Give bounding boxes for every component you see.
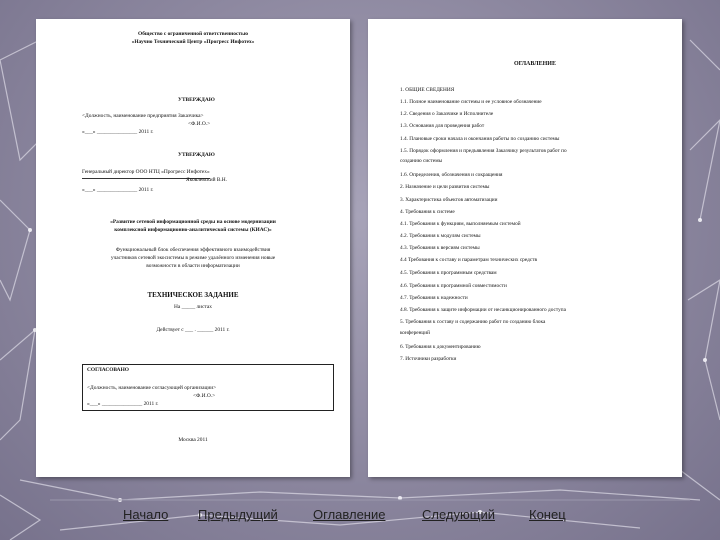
city-year: Москва 2011 [178,437,208,443]
toc-item: 1.4. Плановые сроки начала и окончания работы по созданию системы [400,136,560,142]
toc-item: 2. Назначение и цели развития системы [400,184,490,190]
toc-item: 4.6. Требования к программной совместимости [400,283,507,289]
subsystem-line1: Функциональный блок обеспечения эффективного взаимодействия [115,247,271,253]
contents-page [368,19,682,477]
toc-item: 4.5. Требования к программным средствам [400,270,497,276]
agreed-position: <Должность, наименование согласующей организации> [87,385,217,391]
approve-customer-fio: <Ф.И.О.> [188,121,211,127]
agreed-heading: СОГЛАСОВАНО [87,367,129,373]
toc-item: 1. ОБЩИЕ СВЕДЕНИЯ [400,87,455,93]
title-page [36,19,350,477]
nav-previous-link[interactable]: Предыдущий [198,507,278,522]
slide-navigation [0,505,720,529]
subsystem-line3: возможности в области информатизации [146,263,240,269]
toc-item: конференций [400,330,430,336]
org-name-line2: «Научно Технический Центр «Прогресс Инфотех» [131,39,255,45]
toc-item: 4.8. Требования к защите информации от несанкционированного доступа [400,307,566,313]
nav-contents-link[interactable]: Оглавление [313,507,386,522]
document-title: ТЕХНИЧЕСКОЕ ЗАДАНИЕ [147,291,239,299]
toc-item: 1.2. Сведения о Заказчике и Исполнителе [400,111,494,117]
toc-item: 4.4 Требования к составу и параметрам технических средств [400,257,537,263]
toc-item: 7. Источники разработки [400,356,457,362]
document-pages: На _____ листах [174,304,212,310]
toc-item: созданию системы [400,158,443,164]
toc-item: 1.6. Определения, обозначения и сокращения [400,172,503,178]
toc-item: 1.5. Порядок оформления и предъявления Заказчику результатов работ по [400,148,567,154]
toc-item: 6. Требования к документированию [400,344,481,350]
toc-item: 4. Требования к системе [400,209,455,215]
valid-from: Действует с ___ . ______ 2011 г. [156,327,230,333]
agreed-block [82,364,334,411]
org-name-line1: Общество с ограниченной ответственностью [138,31,248,37]
approve-customer-date: «___» _______________ 2011 г. [82,129,154,135]
approve-contractor-name: Яковлевский В.Н. [186,177,228,183]
nav-end-link[interactable]: Конец [529,507,566,522]
toc-item: 4.1. Требования к функциям, выполняемым системой [400,221,521,227]
toc-item: 4.3. Требования к версиям системы [400,245,480,251]
approve-heading-contractor: УТВЕРЖДАЮ [178,152,215,158]
subsystem-line2: участников сетевой экосистемы в режиме удалённого изменения новые [110,255,276,261]
toc-item: 4.7. Требования к надежности [400,295,468,301]
approve-customer-position: <Должность, наименование предприятия Заказчика> [82,113,204,119]
agreed-date: «___» _______________ 2011 г. [87,401,159,407]
toc-item: 4.2. Требования к модулям системы [400,233,481,239]
subject-line2: комплексной информационно-аналитической системы (КИАС)» [114,227,272,233]
agreed-fio: <Ф.И.О.> [193,393,216,399]
approve-contractor-position: Генеральный директор ООО НТЦ «Прогресс Инфотех» [82,169,210,175]
approve-heading-customer: УТВЕРЖДАЮ [178,97,215,103]
nav-start-link[interactable]: Начало [123,507,169,522]
toc-item: 3. Характеристика объектов автоматизации [400,197,498,203]
approve-contractor-date: «___» _______________ 2011 г. [82,187,154,193]
subject-line1: «Развитие сетевой информационной среды на основе модернизации [110,219,276,225]
toc-item: 5. Требования к составу и содержанию работ по созданию блока [400,319,546,325]
toc-item: 1.3. Основания для проведения работ [400,123,485,129]
contents-heading: ОГЛАВЛЕНИЕ [514,61,556,67]
toc-item: 1.1. Полное наименование системы и ее условное обозначение [400,99,542,105]
nav-next-link[interactable]: Следующий [422,507,495,522]
